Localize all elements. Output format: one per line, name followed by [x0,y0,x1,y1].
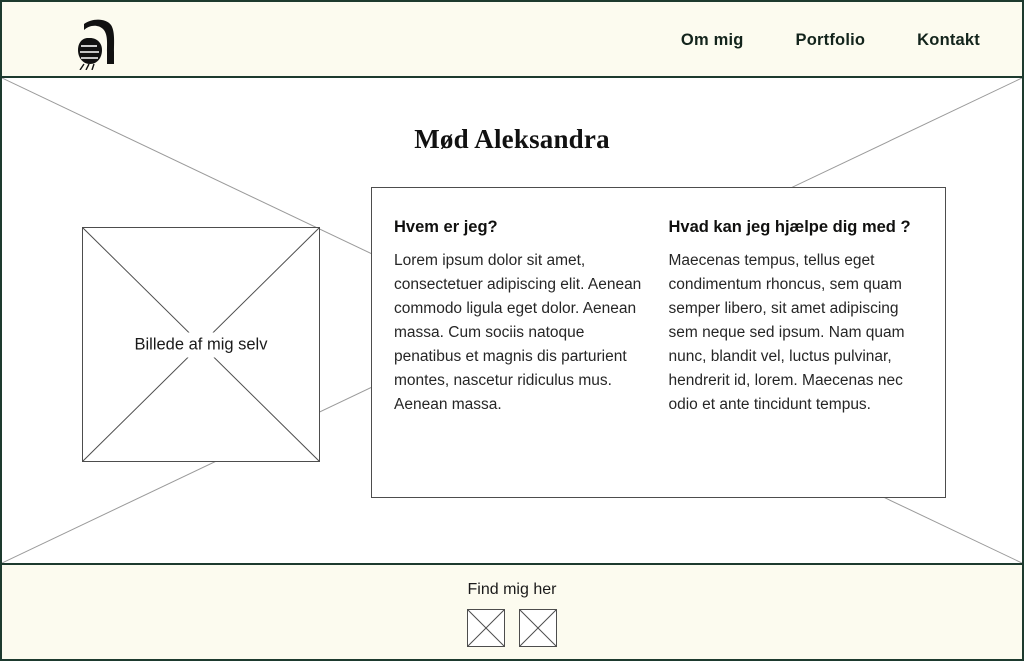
site-header [2,2,1022,78]
main-content-area [2,78,1022,563]
column-body-who: Lorem ipsum dolor sit amet, consectetuer adipiscing elit. Aenean commodo ligula eget dolor. Aenean massa. Cum sociis natoque penatibus et magnis dis parturient montes, nascetur ridiculus mus. Aenean massa. [394,252,642,414]
site-footer [2,563,1022,659]
about-column-help [669,216,922,477]
social-links [2,609,1022,647]
nav-item-om-mig[interactable]: Om mig [680,30,744,49]
nav-item-portfolio[interactable]: Portfolio [795,30,866,49]
about-column-who [394,216,647,477]
profile-image-caption: Billede af mig selv [83,332,319,357]
profile-image-placeholder[interactable] [82,227,320,462]
page-title: Mød Aleksandra [414,124,610,154]
about-text-card [371,187,946,498]
column-title-help: Hvad kan jeg hjælpe dig med ? [668,218,911,236]
letter-a-logo[interactable] [70,12,130,70]
nav-item-kontakt[interactable]: Kontakt [917,30,980,49]
column-body-help: Maecenas tempus, tellus eget condimentum rhoncus, sem quam semper libero, sit amet adipiscing sem neque sed ipsum. Nam quam nunc, blandit vel, luctus pulvinar, hendrerit id, lorem. Maecenas nec odio et ante tincidunt tempus. [668,252,905,414]
social-icon-2[interactable] [519,609,557,647]
column-title-who: Hvem er jeg? [394,218,498,236]
main-nav [681,2,980,78]
footer-title: Find mig her [467,581,557,598]
social-icon-1[interactable] [467,609,505,647]
